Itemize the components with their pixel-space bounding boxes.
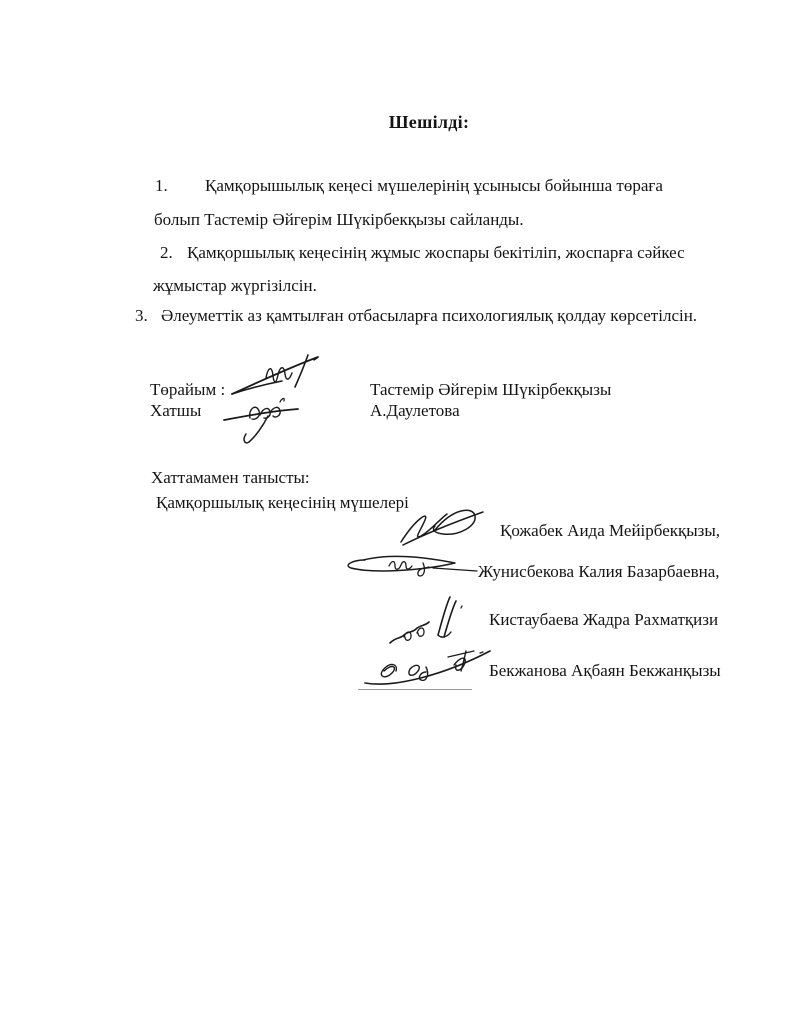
secretary-name: А.Даулетова	[370, 401, 460, 420]
resolution-item-1-line-1	[155, 176, 663, 196]
item-text: Әлеуметтік аз қамтылған отбасыларға психологиялық қолдау көрсетілсін.	[161, 306, 698, 325]
acknowledgement-heading: Хаттамамен танысты:	[151, 468, 310, 487]
member-name: Жунисбекова Калия Базарбаевна,	[478, 562, 720, 581]
acknowledgement-subheading: Қамқоршылық кеңесінің мүшелері	[156, 493, 409, 512]
member-signature-image	[386, 593, 466, 648]
resolution-item-2-line-1	[160, 243, 685, 263]
member-signature-image	[362, 641, 497, 689]
member-name: Кистаубаева Жадра Рахматқизи	[489, 610, 719, 629]
chairman-name: Тастемір Әйгерім Шүкірбекқызы	[370, 380, 612, 399]
signature-underline	[358, 689, 472, 690]
item-text: Қамқорышылық кеңесі мүшелерінің ұсынысы бойынша төраға	[205, 176, 663, 195]
resolution-item-1-line-2	[154, 210, 524, 230]
member-signature-image	[395, 504, 490, 549]
item-number: 3.	[135, 306, 148, 325]
item-number: 2.	[160, 243, 173, 262]
item-number: 1.	[155, 176, 168, 195]
document-title: Шешілді:	[388, 112, 470, 132]
secretary-role-label: Хатшы	[150, 401, 202, 420]
member-signature-image	[345, 548, 480, 586]
resolution-item-2-line-2	[153, 276, 317, 296]
item-text: Қамқоршылық кеңесінің жұмыс жоспары бекітіліп, жоспарға сәйкес	[187, 243, 685, 262]
item-text: болып Тастемір Әйгерім Шүкірбекқызы сайланды.	[154, 210, 524, 229]
chairman-role-label: Төрайым :	[150, 380, 226, 399]
member-name: Бекжанова Ақбаян Бекжанқызы	[489, 661, 721, 680]
secretary-signature-image	[222, 392, 317, 444]
member-name: Қожабек Аида Мейірбекқызы,	[500, 521, 721, 540]
item-text: жұмыстар жүргізілсін.	[153, 276, 317, 295]
resolution-item-3-line-1	[135, 306, 697, 326]
